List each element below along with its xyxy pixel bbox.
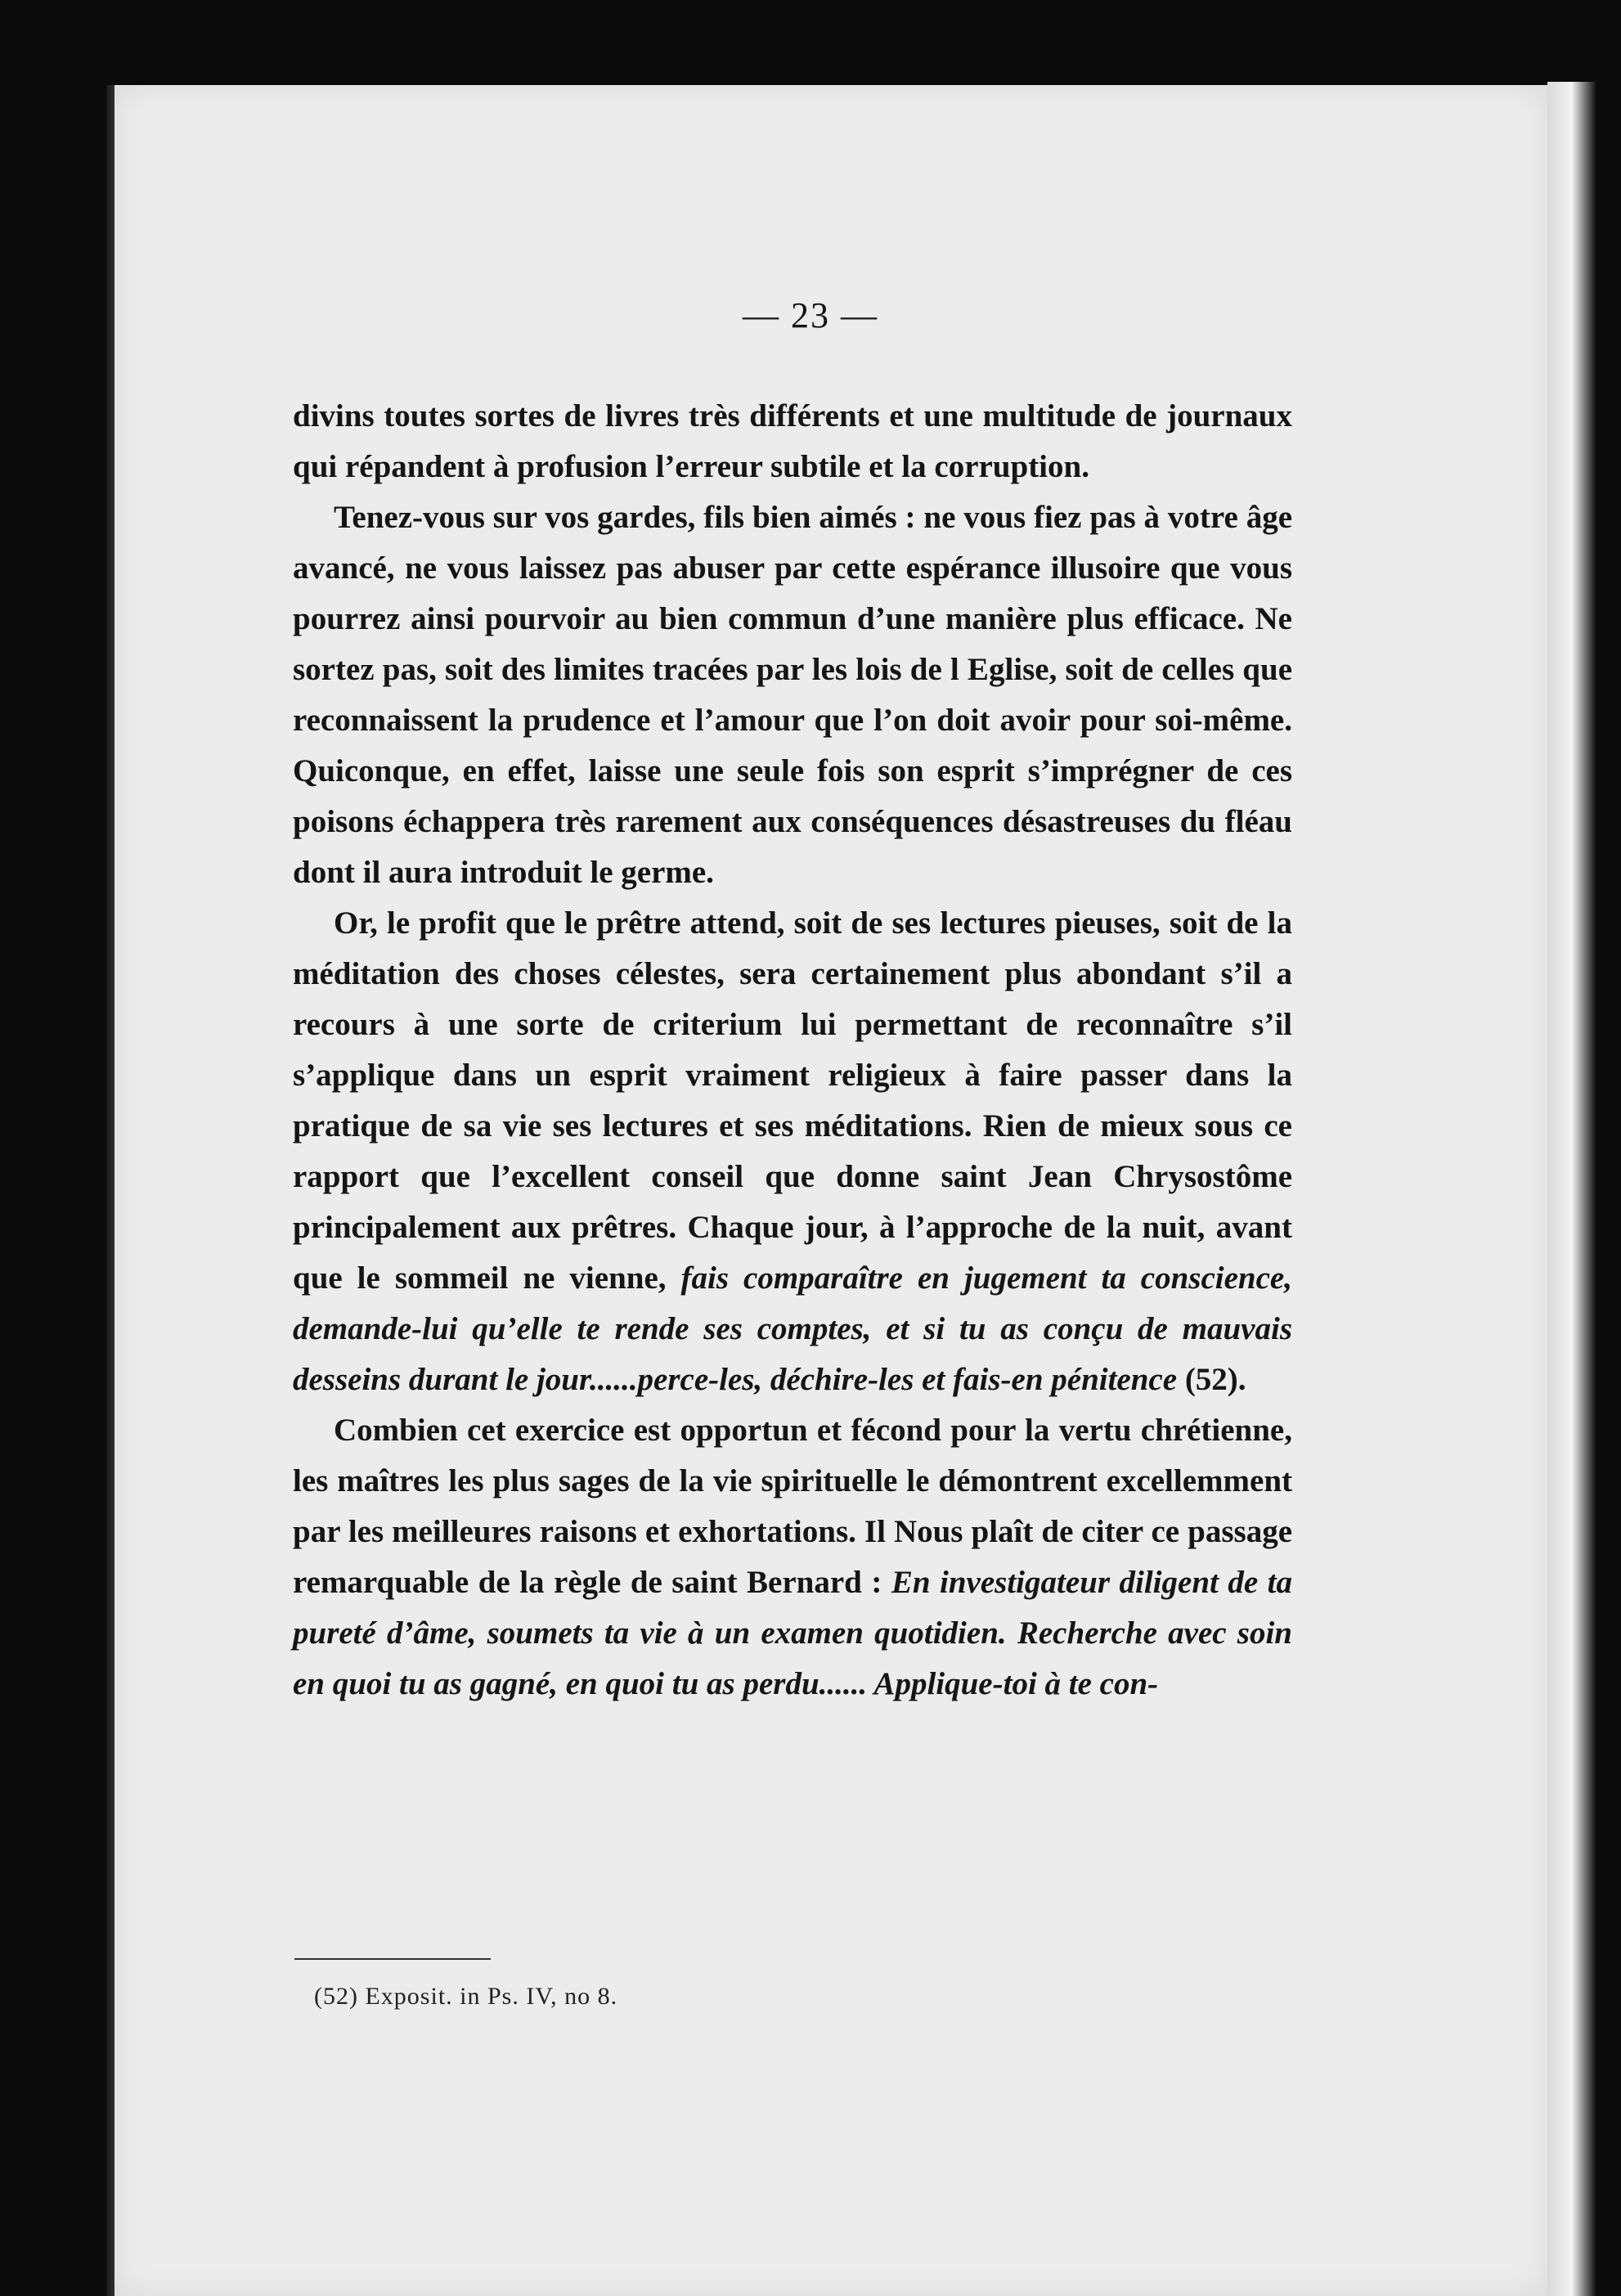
footnote: (52) Exposit. in Ps. IV, no 8. bbox=[314, 1983, 618, 2010]
body-text bbox=[293, 391, 1292, 1710]
paragraph bbox=[293, 898, 1292, 1405]
paragraph-text: Tenez-vous sur vos gardes, fils bien aimés : ne vous fiez pas à votre âge avancé, ne vous laissez pas abuser par cette espérance illusoire que vous pourrez ainsi pourvoir au bien commun d’une manière plus efficace. Ne sortez pas, soit des limites tracées par les lois de l Eglise, soit de celles que reconnaissent la prudence et l’amour que l’on doit avoir pour soi-même. Quiconque, en effet, laisse une seule fois son esprit s’imprégner de ces poisons échappera très rarement aux conséquences désastreuses du fléau dont il aura introduit le germe. bbox=[293, 500, 1292, 890]
paragraph bbox=[293, 1405, 1292, 1710]
paragraph-text: Or, le profit que le prêtre attend, soit de ses lectures pieuses, soit de la méditation des choses célestes, sera certainement plus abondant s’il a recours à une sorte de criterium lui permettant de reconnaître s’il s’applique dans un esprit vraiment religieux à faire passer dans la pratique de sa vie ses lectures et ses méditations. Rien de mieux sous ce rapport que l’excellent conseil que donne saint Jean Chrysostôme principalement aux prêtres. Chaque jour, à l’approche de la nuit, avant que le sommeil ne vienne, bbox=[293, 905, 1292, 1296]
paragraph-text: divins toutes sortes de livres très différents et une multitude de journaux qui répandent à profusion l’erreur subtile et la corruption. bbox=[293, 398, 1292, 484]
paragraph-text: Combien cet exercice est opportun et fécond pour la vertu chrétienne, les maîtres les plus sages de la vie spirituelle le démontrent excellemment par les meilleures raisons et exhortations. Il Nous plaît de citer ce passage remarquable de la règle de saint Bernard : bbox=[293, 1413, 1292, 1600]
paragraph bbox=[293, 391, 1292, 492]
paragraph-text: (52). bbox=[1177, 1362, 1246, 1397]
footnote-rule bbox=[294, 1958, 491, 1960]
page-right-edge bbox=[1547, 82, 1596, 2296]
page-number: — 23 — bbox=[743, 295, 878, 335]
italic-quote: fais comparaître en jugement ta conscience, demande-lui qu’elle te rende ses comptes, et si tu as conçu de mauvais desseins durant le jour......perce-les, déchire-les et fais-en pénitence bbox=[293, 1260, 1292, 1397]
paragraph bbox=[293, 492, 1292, 898]
italic-quote: En investigateur diligent de ta pureté d’âme, soumets ta vie à un examen quotidien. Recherche avec soin en quoi tu as gagné, en quoi tu as perdu...... Applique-toi à te con- bbox=[293, 1565, 1292, 1701]
